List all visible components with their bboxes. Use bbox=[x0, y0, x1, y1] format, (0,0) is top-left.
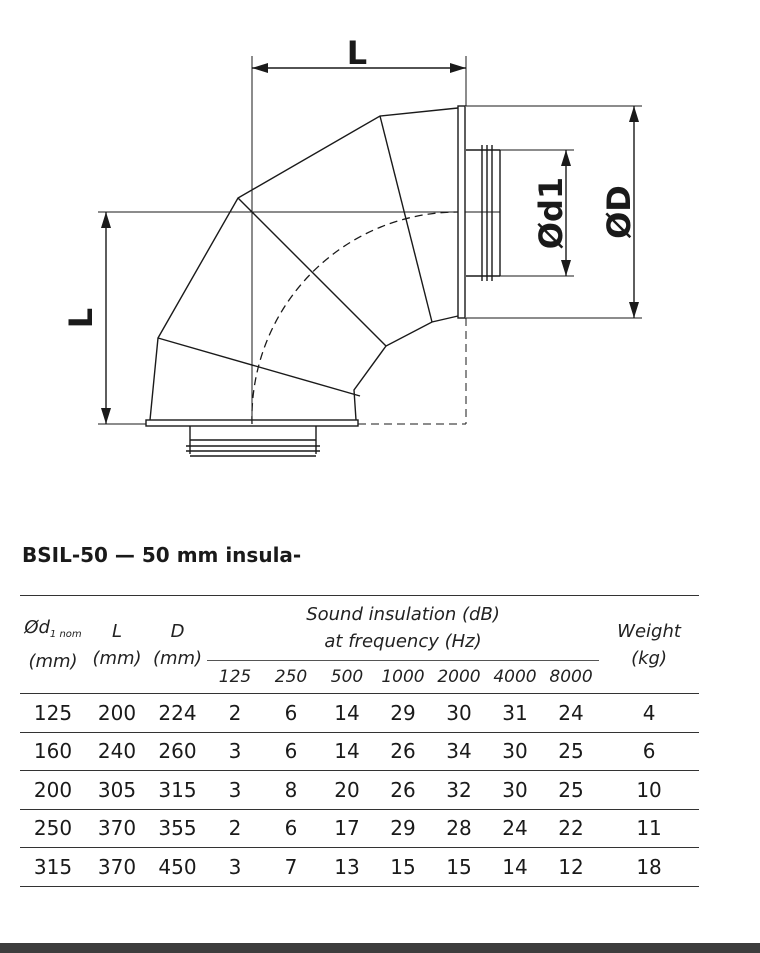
table-cell: 6 bbox=[263, 694, 319, 733]
header-frequency: 500 bbox=[319, 661, 375, 694]
header-frequency: 8000 bbox=[543, 661, 599, 694]
table-cell: 31 bbox=[487, 694, 543, 733]
table-cell: 240 bbox=[86, 732, 148, 771]
table-cell: 14 bbox=[319, 732, 375, 771]
table-cell: 17 bbox=[319, 809, 375, 848]
table-row bbox=[20, 848, 699, 887]
table-cell: 355 bbox=[148, 809, 207, 848]
table-cell: 6 bbox=[599, 732, 699, 771]
table-cell: 26 bbox=[375, 771, 431, 810]
header-l: L (mm) bbox=[86, 596, 148, 694]
table-cell: 22 bbox=[543, 809, 599, 848]
table-cell: 32 bbox=[431, 771, 487, 810]
dimension-label-l-top: L bbox=[346, 34, 368, 72]
table-cell: 450 bbox=[148, 848, 207, 887]
header-frequency: 125 bbox=[207, 661, 263, 694]
dimension-label-d1: Ød1 bbox=[532, 176, 570, 250]
table-cell: 25 bbox=[543, 732, 599, 771]
table-cell: 25 bbox=[543, 771, 599, 810]
header-frequency: 2000 bbox=[431, 661, 487, 694]
table-cell: 4 bbox=[599, 694, 699, 733]
dimension-label-l-left: L bbox=[62, 307, 100, 329]
table-cell: 370 bbox=[86, 848, 148, 887]
table-cell: 3 bbox=[207, 771, 263, 810]
table-cell: 20 bbox=[319, 771, 375, 810]
table-cell: 6 bbox=[263, 732, 319, 771]
header-sound-insulation: Sound insulation (dB) at frequency (Hz) bbox=[207, 596, 599, 661]
table-cell: 3 bbox=[207, 848, 263, 887]
table-cell: 24 bbox=[487, 809, 543, 848]
table-cell: 200 bbox=[20, 771, 86, 810]
table-cell: 7 bbox=[263, 848, 319, 887]
table-cell: 26 bbox=[375, 732, 431, 771]
section-title: BSIL-50 — 50 mm insula- bbox=[22, 543, 302, 567]
table-row bbox=[20, 694, 699, 733]
table-cell: 30 bbox=[487, 771, 543, 810]
header-weight: Weight (kg) bbox=[599, 596, 699, 694]
header-d1-nom: $Ød_{1 nom}$ (mm) bbox=[20, 596, 86, 694]
header-frequency: 4000 bbox=[487, 661, 543, 694]
table-cell: 30 bbox=[431, 694, 487, 733]
table-cell: 18 bbox=[599, 848, 699, 887]
table-cell: 160 bbox=[20, 732, 86, 771]
table-cell: 30 bbox=[487, 732, 543, 771]
table-cell: 11 bbox=[599, 809, 699, 848]
table-cell: 28 bbox=[431, 809, 487, 848]
table-cell: 2 bbox=[207, 809, 263, 848]
table-cell: 2 bbox=[207, 694, 263, 733]
table-cell: 200 bbox=[86, 694, 148, 733]
table-row bbox=[20, 732, 699, 771]
table-cell: 315 bbox=[148, 771, 207, 810]
dimension-label-d: ØD bbox=[600, 185, 638, 239]
table-cell: 315 bbox=[20, 848, 86, 887]
table-cell: 15 bbox=[431, 848, 487, 887]
table-cell: 13 bbox=[319, 848, 375, 887]
table-row bbox=[20, 809, 699, 848]
header-frequency: 1000 bbox=[375, 661, 431, 694]
table-cell: 14 bbox=[487, 848, 543, 887]
sound-insulation-table bbox=[20, 595, 699, 887]
table-cell: 8 bbox=[263, 771, 319, 810]
table-cell: 250 bbox=[20, 809, 86, 848]
table-cell: 370 bbox=[86, 809, 148, 848]
table-cell: 260 bbox=[148, 732, 207, 771]
table-cell: 34 bbox=[431, 732, 487, 771]
footer-bar bbox=[0, 943, 760, 953]
table-row bbox=[20, 771, 699, 810]
table-cell: 24 bbox=[543, 694, 599, 733]
table-cell: 10 bbox=[599, 771, 699, 810]
table-cell: 3 bbox=[207, 732, 263, 771]
table-cell: 15 bbox=[375, 848, 431, 887]
table-cell: 12 bbox=[543, 848, 599, 887]
header-frequency: 250 bbox=[263, 661, 319, 694]
header-d: D (mm) bbox=[148, 596, 207, 694]
table-cell: 125 bbox=[20, 694, 86, 733]
table-cell: 6 bbox=[263, 809, 319, 848]
table-cell: 305 bbox=[86, 771, 148, 810]
table-cell: 29 bbox=[375, 694, 431, 733]
table-cell: 29 bbox=[375, 809, 431, 848]
table-cell: 224 bbox=[148, 694, 207, 733]
table-cell: 14 bbox=[319, 694, 375, 733]
